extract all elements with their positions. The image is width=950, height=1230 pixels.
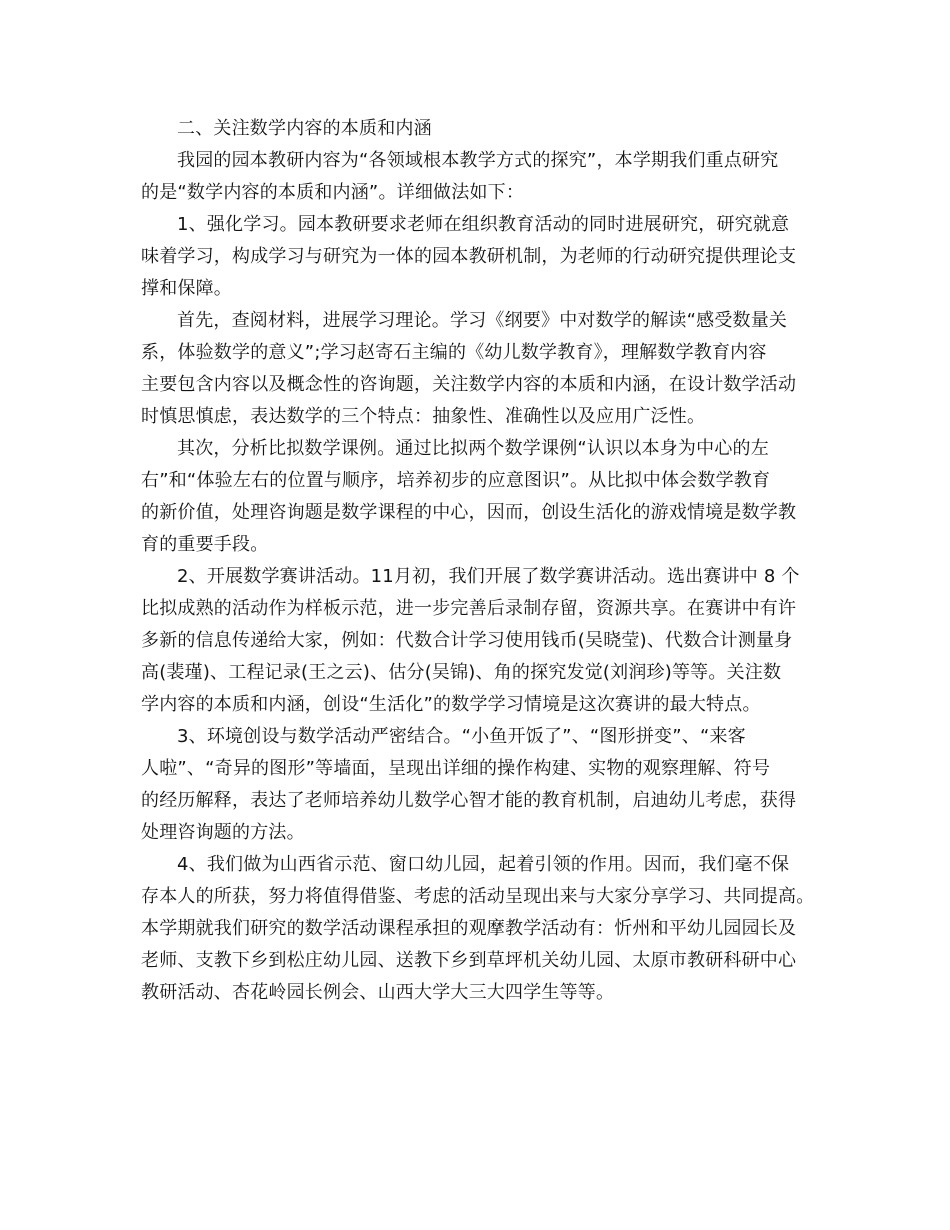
- text-line: 的新价值，处理咨询题是数学课程的中心，因而，创设生活化的游戏情境是数学教: [141, 502, 797, 523]
- text-line: 处理咨询题的方法。: [141, 822, 305, 843]
- text-line: 多新的信息传递给大家，例如：代数合计学习使用钱币(吴晓莹)、代数合计测量身: [141, 630, 793, 651]
- text-line: 本学期就我们研究的数学活动课程承担的观摩教学活动有：忻州和平幼儿园园长及: [141, 918, 797, 939]
- text-line: 老师、支教下乡到松庄幼儿园、送教下乡到草坪机关幼儿园、太原市教研科研中心: [141, 950, 797, 971]
- paragraph-first-line: 3、环境创设与数学活动严密结合。“小鱼开饭了”、“图形拼变”、“来客: [177, 726, 746, 747]
- paragraph-first-line: 二、关注数学内容的本质和内涵: [177, 118, 432, 139]
- document-body: [141, 113, 821, 1009]
- text-line: 时慎思慎虑，表达数学的三个特点：抽象性、准确性以及应用广泛性。: [141, 406, 706, 427]
- paragraph-first-line: 我园的园本教研内容为“各领域根本教学方式的探究”，本学期我们重点研究: [177, 150, 779, 171]
- text-line: 教研活动、杏花岭园长例会、山西大学大三大四学生等等。: [141, 982, 615, 1003]
- paragraph-first-line: 首先，查阅材料，进展学习理论。学习《纲要》中对数学的解读“感受数量关: [177, 310, 788, 331]
- text-line: 育的重要手段。: [141, 534, 269, 555]
- paragraph-first-line: 4、我们做为山西省示范、窗口幼儿园，起着引领的作用。因而，我们毫不保: [177, 854, 790, 875]
- text-line: 的是“数学内容的本质和内涵”。详细做法如下：: [141, 182, 525, 203]
- text-line: 高(裴瑾)、工程记录(王之云)、估分(吴锦)、角的探究发觉(刘润珍)等等。关注数: [141, 662, 782, 683]
- text-line: 系，体验数学的意义”;学习赵寄石主编的《幼儿数学教育》，理解数学教育内容: [141, 342, 767, 363]
- text-line: 存本人的所获，努力将值得借鉴、考虑的活动呈现出来与大家分享学习、共同提高。: [141, 886, 815, 907]
- text-line: 人啦”、“奇异的图形”等墙面，呈现出详细的操作构建、实物的观察理解、符号: [141, 758, 771, 779]
- text-line: 主要包含内容以及概念性的咨询题，关注数学内容的本质和内涵，在设计数学活动: [141, 374, 797, 395]
- text-line: 撑和保障。: [141, 278, 232, 299]
- text-line: 比拟成熟的活动作为样板示范，进一步完善后录制存留，资源共享。在赛讲中有许: [141, 598, 797, 619]
- text-line: 的经历解释，表达了老师培养幼儿数学心智才能的教育机制，启迪幼儿考虑，获得: [141, 790, 797, 811]
- text-line: 味着学习，构成学习与研究为一体的园本教研机制，为老师的行动研究提供理论支: [141, 246, 797, 267]
- paragraph-first-line: 1、强化学习。园本教研要求老师在组织教育活动的同时进展研究，研究就意: [177, 214, 790, 235]
- text-line: 右”和“体验左右的位置与顺序，培养初步的应意图识”。从比拟中体会数学教育: [141, 470, 771, 491]
- paragraph-first-line: 2、开展数学赛讲活动。11月初，我们开展了数学赛讲活动。选出赛讲中 8 个: [177, 566, 800, 587]
- paragraph-first-line: 其次，分析比拟数学课例。通过比拟两个数学课例“认识以本身为中心的左: [177, 438, 769, 459]
- text-line: 学内容的本质和内涵，创设“生活化”的数学学习情境是这次赛讲的最大特点。: [141, 694, 761, 715]
